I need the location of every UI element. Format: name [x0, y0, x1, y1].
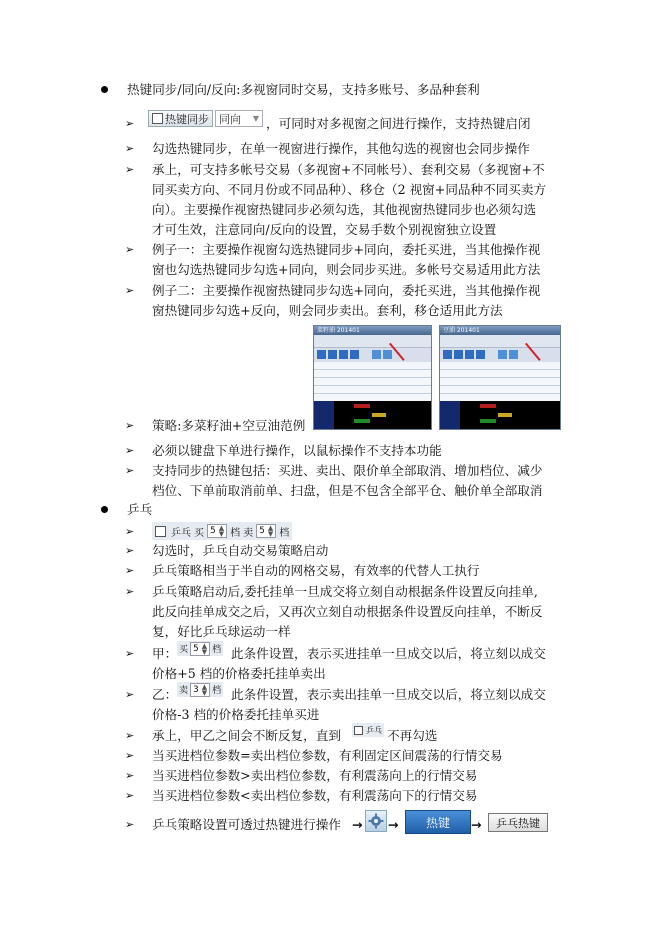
- arrow-bullet: ➢: [125, 525, 135, 538]
- trade-window-left: [313, 325, 432, 430]
- pingpong-checkbox[interactable]: [354, 726, 363, 735]
- direction-select[interactable]: [215, 110, 263, 127]
- unit-label: 档: [230, 527, 241, 539]
- list-item: 勾选热键同步，在单一视窗进行操作，其他勾选的视窗也会同步操作: [152, 141, 530, 156]
- bullet: [101, 506, 108, 513]
- arrow-bullet: ➢: [125, 789, 135, 802]
- pingpong-mini-widget: [352, 723, 384, 737]
- list-item: 例子一：主要操作视窗勾选热键同步+同向，委托买进，当其他操作视: [152, 242, 541, 257]
- list-item: 当买进档位参数<卖出档位参数，有利震荡向下的行情交易: [152, 788, 478, 803]
- pingpong-label: 乒乓: [171, 527, 191, 539]
- window-title: 豆油 201401: [440, 326, 560, 335]
- arrow-bullet: ➢: [125, 749, 135, 762]
- arrow-bullet: ➢: [125, 544, 135, 557]
- flow-arrow: →: [352, 817, 363, 832]
- stepper-value: 5: [193, 643, 199, 654]
- widget-description: ，可同时对多视窗之间进行操作，支持热键启闭: [266, 116, 531, 131]
- list-item: 承上，可支持多帐号交易（多视窗+不同帐号）、套利交易（多视窗+不: [152, 162, 545, 177]
- hotkey-sync-checkbox[interactable]: [148, 110, 213, 127]
- arrow-bullet: ➢: [125, 585, 135, 598]
- gear-button[interactable]: [365, 810, 387, 832]
- unit-label: 档: [212, 645, 222, 655]
- list-item: 支持同步的热键包括：买进、卖出、限价单全部取消、增加档位、减少: [152, 463, 543, 478]
- arrow-bullet: ➢: [125, 647, 135, 660]
- buy-ticks-stepper[interactable]: [190, 642, 210, 656]
- list-item-cont: 复，好比乒乓球运动一样: [152, 624, 291, 639]
- buy-ticks-stepper[interactable]: [207, 524, 227, 538]
- flow-arrow: →: [388, 817, 399, 832]
- list-item: 勾选时，乒乓自动交易策略启动: [152, 543, 329, 558]
- arrow-bullet: ➢: [125, 243, 135, 256]
- chevron-down-icon: ▼: [252, 114, 259, 123]
- spin-arrows-icon[interactable]: ▲ ▼: [267, 524, 274, 538]
- arrow-bullet: ➢: [125, 729, 135, 742]
- list-item: 乒乓策略相当于半自动的网格交易，有效率的代替人工执行: [152, 563, 480, 578]
- list-item: 例子二：主要操作视窗热键同步勾选+同向，委托买进，当其他操作视: [152, 283, 541, 298]
- sell-ticks-stepper[interactable]: [256, 524, 276, 538]
- gear-icon: [368, 813, 384, 829]
- strategy-label: 策略:多菜籽油+空豆油范例: [152, 418, 306, 433]
- arrow-bullet: ➢: [125, 117, 135, 130]
- stepper-value: 3: [193, 684, 199, 695]
- arrow-bullet: ➢: [125, 419, 135, 432]
- yi-text: 此条件设置，表示卖出挂单一旦成交以后，将立刻以成交: [231, 687, 546, 702]
- list-item: 承上，甲乙之间会不断反复，直到: [152, 728, 341, 743]
- unit-label: 档: [279, 527, 290, 539]
- sell-label: 卖: [243, 527, 254, 539]
- checkbox-box[interactable]: [152, 113, 163, 124]
- arrow-bullet: ➢: [125, 284, 135, 297]
- unit-label: 档: [212, 686, 222, 696]
- arrow-bullet: ➢: [125, 688, 135, 701]
- section-heading: 热键同步/同向/反向:多视窗同时交易，支持多账号、多品种套利: [127, 82, 480, 97]
- hotkey-button[interactable]: 热键: [405, 810, 471, 834]
- jia-widget: [177, 641, 223, 656]
- spin-arrows-icon[interactable]: ▲ ▼: [201, 641, 208, 656]
- buy-label: 买: [179, 645, 189, 655]
- yi-widget: [177, 682, 223, 697]
- window-toolbar: [440, 335, 560, 348]
- hotkey-sync-widget: [148, 110, 263, 127]
- trade-window-right: [439, 325, 561, 430]
- arrow-bullet: ➢: [125, 163, 135, 176]
- checkbox-label: 热键同步: [165, 112, 209, 126]
- spin-arrows-icon[interactable]: ▲ ▼: [218, 524, 225, 538]
- stepper-value: 5: [210, 526, 216, 536]
- jia-text: 此条件设置，表示买进挂单一旦成交以后，将立刻以成交: [231, 646, 546, 661]
- list-item: 当买进档位参数=卖出档位参数，有利固定区间震荡的行情交易: [152, 748, 503, 763]
- sell-ticks-stepper[interactable]: [190, 683, 210, 697]
- arrow-bullet: ➢: [125, 818, 135, 831]
- jia-prefix: 甲：: [152, 646, 178, 661]
- pingpong-label: 乒乓: [366, 725, 382, 735]
- jia-text-cont: 价格+5 档的价格委托挂单卖出: [152, 666, 326, 681]
- section-heading: 乒乓: [127, 502, 153, 517]
- list-item-cont: 向）。主要操作视窗热键同步必须勾选，其他视窗热键同步也必须勾选: [152, 202, 537, 217]
- list-item-cont: 此反向挂单成交之后，又再次立刻自动根据条件设置反向挂单，不断反: [152, 604, 543, 619]
- bullet: [101, 86, 108, 93]
- pingpong-checkbox[interactable]: [155, 526, 166, 537]
- arrow-bullet: ➢: [125, 142, 135, 155]
- arrow-bullet: ➢: [125, 564, 135, 577]
- select-value: 同向: [219, 112, 241, 126]
- list-item: 乒乓策略启动后,委托挂单一旦成交将立刻自动根据条件设置反向挂单,: [152, 584, 538, 599]
- list-item-cont: 同买卖方向、不同月份或不同品种）、移仓（2 视窗+同品种不同买卖方: [152, 182, 547, 197]
- list-item-cont: 窗也勾选热键同步勾选+同向，则会同步买进。多帐号交易适用此方法: [152, 262, 541, 277]
- list-item: 当买进档位参数>卖出档位参数，有利震荡向上的行情交易: [152, 768, 478, 783]
- list-item-end: 不再勾选: [387, 728, 438, 743]
- buy-label: 买: [194, 527, 204, 539]
- list-item-cont: 档位、下单前取消前单、扫盘，但是不包含全部平仓、触价单全部取消: [152, 483, 543, 498]
- list-item: 必须以键盘下单进行操作，以鼠标操作不支持本功能: [152, 443, 442, 458]
- pingpong-hotkey-button[interactable]: 乒乓热键: [488, 813, 548, 832]
- window-toolbar: [314, 335, 431, 348]
- sell-label: 卖: [179, 686, 189, 696]
- arrow-bullet: ➢: [125, 464, 135, 477]
- price-grid: [440, 401, 560, 429]
- window-title: 菜籽油 201401: [314, 326, 431, 335]
- list-item-cont: 窗热键同步勾选+反向，则会同步卖出。套利，移仓适用此方法: [152, 303, 503, 318]
- arrow-bullet: ➢: [125, 769, 135, 782]
- pingpong-widget: [152, 522, 292, 540]
- spin-arrows-icon[interactable]: ▲ ▼: [201, 682, 208, 697]
- yi-prefix: 乙：: [152, 687, 178, 702]
- flow-arrow: →: [471, 817, 482, 832]
- arrow-bullet: ➢: [125, 444, 135, 457]
- window-buttons: [314, 348, 431, 362]
- price-grid: [314, 401, 431, 429]
- window-buttons: [440, 348, 560, 362]
- stepper-value: 5: [259, 526, 265, 536]
- hotkey-text: 乒乓策略设置可透过热键进行操作: [152, 817, 341, 832]
- list-item-cont: 才可生效，注意同向/反向的设置，交易手数个别视窗独立设置: [152, 222, 497, 237]
- yi-text-cont: 价格-3 档的价格委托挂单买进: [152, 707, 320, 722]
